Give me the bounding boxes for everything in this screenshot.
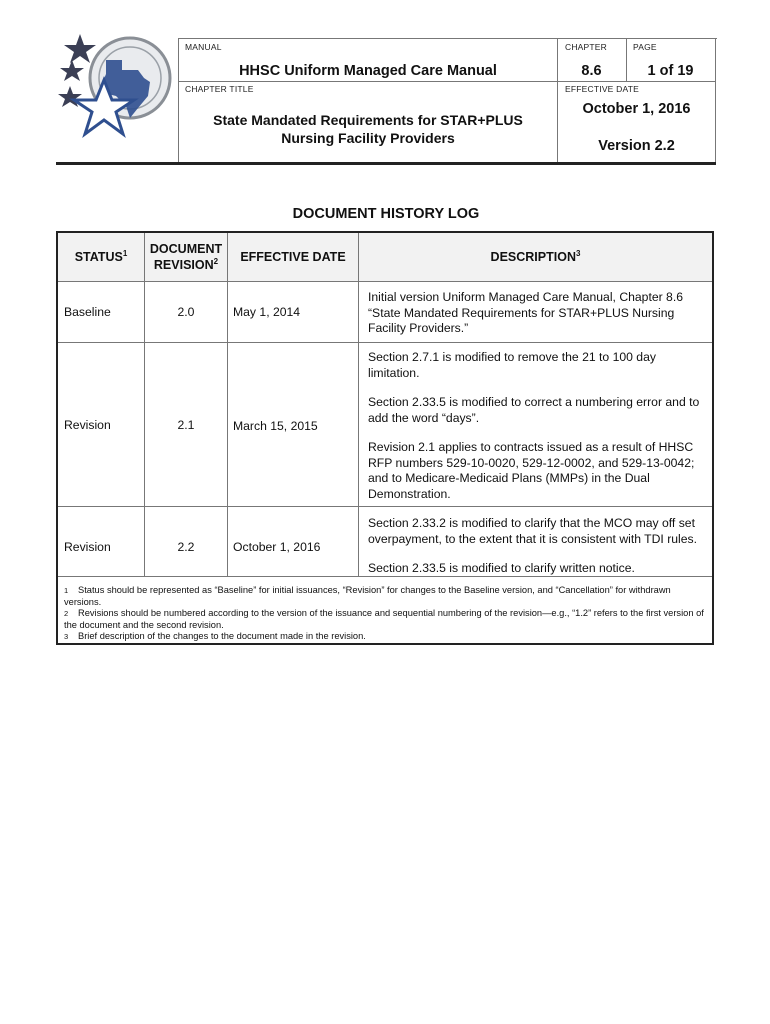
effective-date-value: October 1, 2016 bbox=[582, 101, 691, 117]
document-history-log-title: DOCUMENT HISTORY LOG bbox=[292, 206, 480, 222]
document-history-table bbox=[56, 231, 714, 645]
row-revision: 2.2 bbox=[177, 540, 195, 554]
description-paragraph: Section 2.33.2 is modified to clarify that the MCO may off set overpayment, to the extent that it is consistent with TDI rules. bbox=[368, 516, 697, 546]
header-rule bbox=[56, 162, 716, 165]
footnote: 2 Revisions should be numbered according to the version of the issuance and sequential numbering of the revision—e.g., “1.2” refers to the first version of the document and the second revision. bbox=[64, 608, 704, 630]
description-paragraph: Section 2.7.1 is modified to remove the 21 to 100 day limitation. bbox=[368, 350, 656, 380]
row-description bbox=[368, 290, 708, 351]
chapter-title-line-1: State Mandated Requirements for STAR+PLUS bbox=[213, 112, 523, 128]
version-label: Version 2.2 bbox=[598, 138, 675, 154]
column-header-document-revision: DOCUMENT REVISION$^2$ bbox=[145, 233, 227, 281]
page-label: PAGE bbox=[633, 42, 657, 52]
row-description bbox=[368, 350, 708, 516]
description-paragraph: Section 2.33.5 is modified to clarify written notice. bbox=[368, 561, 635, 575]
row-status: Baseline bbox=[64, 305, 111, 319]
document-header bbox=[178, 38, 717, 165]
chapter-number: 8.6 bbox=[581, 63, 602, 79]
chapter-label: CHAPTER bbox=[565, 42, 608, 52]
footnote: 3 Brief description of the changes to the document made in the revision. bbox=[64, 631, 366, 641]
column-header-status: STATUS$^1$ bbox=[58, 233, 144, 281]
manual-title: HHSC Uniform Managed Care Manual bbox=[239, 63, 497, 79]
chapter-title-line-2: Nursing Facility Providers bbox=[281, 130, 455, 146]
row-effective-date: May 1, 2014 bbox=[233, 305, 301, 319]
texas-seal-icon bbox=[58, 26, 176, 138]
row-revision: 2.1 bbox=[177, 418, 195, 432]
row-revision: 2.0 bbox=[177, 305, 195, 319]
row-effective-date: October 1, 2016 bbox=[233, 540, 321, 554]
effective-date-label: EFFECTIVE DATE bbox=[565, 84, 639, 94]
chapter-title-label: CHAPTER TITLE bbox=[185, 84, 254, 94]
row-description bbox=[368, 516, 708, 591]
description-paragraph: Initial version Uniform Managed Care Manual, Chapter 8.6 “State Mandated Requirements for STAR+PLUS Nursing Facility Providers.” bbox=[368, 290, 684, 335]
column-header-effective-date: EFFECTIVE DATE bbox=[228, 233, 358, 281]
row-status: Revision bbox=[64, 540, 111, 554]
manual-label: MANUAL bbox=[185, 42, 222, 52]
chapter-title bbox=[179, 111, 557, 147]
row-effective-date: March 15, 2015 bbox=[233, 419, 318, 433]
description-paragraph: Revision 2.1 applies to contracts issued as a result of HHSC RFP numbers 529-10-0020, 529-12-0002, and 529-13-0042; and to Medicare-Medicaid Plans (MMPs) in the Dual Demonstration. bbox=[368, 440, 695, 501]
column-header-description: DESCRIPTION$^3$ bbox=[359, 233, 712, 281]
row-status: Revision bbox=[64, 418, 111, 432]
description-paragraph: Section 2.33.5 is modified to correct a numbering error and to add the word “days”. bbox=[368, 395, 700, 425]
hhsc-logo bbox=[58, 26, 176, 138]
page-number: 1 of 19 bbox=[647, 63, 694, 79]
footnote: 1 Status should be represented as “Baseline” for initial issuances, “Revision” for changes to the Baseline version, and “Cancellation” for withdrawn versions. bbox=[64, 585, 671, 607]
